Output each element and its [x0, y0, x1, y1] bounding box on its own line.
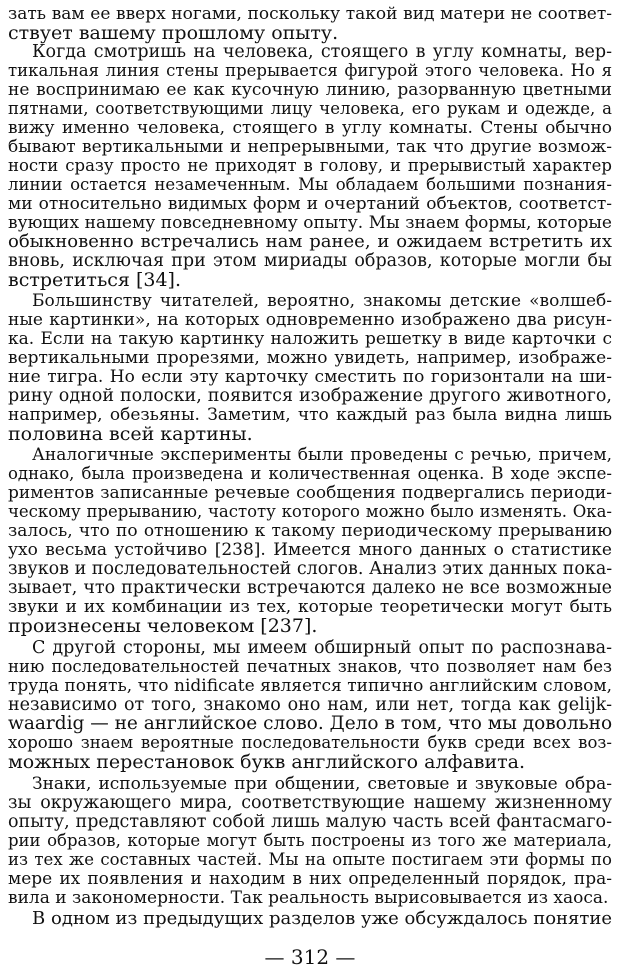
text-line: можных перестановок букв английского алфавита. — [8, 751, 525, 773]
text-line: однако, была произведена и количественная оценка. В ходе экспе- — [8, 464, 612, 483]
text-line: вила и закономерности. Так реальность вырисовывается из хаоса. — [8, 888, 609, 908]
text-line: Аналогичные эксперименты были проведены с речью, причем, — [32, 445, 612, 465]
text-line: зать вам ее вверх ногами, поскольку такой вид матери не соответ- — [8, 4, 612, 24]
text-line: произнесены человеком [237]. — [8, 615, 318, 637]
text-line: риментов записанные речевые сообщения подвергались периоди- — [8, 483, 612, 503]
text-line: ные картинки», на которых одновременно изображено два рисун- — [8, 310, 612, 330]
text-line: мере их появления и находим в них определенный порядок, пра- — [8, 869, 612, 889]
text-line: обыкновенно встречались нам ранее, и ожидаем встретить их — [8, 231, 612, 252]
text-line: waardig — не английское слово. Дело в том, что мы довольно — [8, 713, 613, 734]
text-line: вертикальными прорезями, можно увидеть, например, изображе- — [8, 348, 612, 368]
text-line: Знаки, используемые при общении, световые и звуковые обра- — [32, 774, 612, 794]
text-line: ухо весьма устойчиво [238]. Имеется много данных о статистике — [8, 540, 612, 560]
text-line: рии образов, которые могут быть построены из того же материала, — [8, 831, 612, 850]
text-line: например, обезьяны. Заметим, что каждый раз была видна лишь — [8, 405, 612, 425]
text-line: бывают вертикальными и непрерывными, так что другие возмож- — [8, 137, 612, 157]
text-line: зывает, что практически встречаются далеко не все возможные — [8, 578, 612, 598]
text-line: С другой стороны, мы имеем обширный опыт по распознава- — [32, 638, 612, 658]
text-line: половина всей картины. — [8, 423, 253, 445]
text-line: ми относительно видимых форм и очертаний объектов, соответст- — [8, 194, 612, 214]
text-line: ние тигра. Но если эту карточку сместить по горизонтали на ши- — [8, 367, 612, 387]
text-line: залось, что по отношению к такому периодическому прерыванию — [8, 521, 612, 541]
text-line: линии остается незамеченным. Мы обладаем большими познания- — [8, 175, 612, 194]
text-line: ствует вашему прошлому опыту. — [8, 22, 339, 44]
text-line: ка. Если на такую картинку наложить решетку в виде карточки с — [8, 329, 612, 349]
text-line: рину одной полоски, появится изображение другого животного, — [8, 386, 612, 406]
text-line: встретиться [34]. — [8, 269, 181, 291]
text-line: пятнами, соответствующими лицу человека, его рукам и одежде, а — [8, 99, 612, 118]
text-line: из тех же составных частей. Мы на опыте постигаем эти формы по — [8, 850, 612, 869]
text-line: вующих нашему повседневному опыту. Мы знаем формы, которые — [8, 213, 612, 233]
text-line: звуков и последовательностей слогов. Анализ этих данных пока- — [8, 559, 613, 579]
text-line: ности сразу просто не приходят в голову, и прерывистый характер — [8, 156, 612, 175]
text-line: вижу именно человека, стоящего в углу комнаты. Стены обычно — [8, 118, 612, 138]
text-line: тикальная линия стены прерывается фигурой этого человека. Но я — [8, 61, 612, 80]
text-line: зы окружающего мира, соответствующие нашему жизненному — [8, 793, 612, 813]
text-line: ческому прерыванию, частоту которого можно было изменять. Ока- — [8, 502, 612, 521]
text-line: нию последовательностей печатных знаков, что позволяет нам без — [8, 657, 612, 676]
text-line: Большинству читателей, вероятно, знакомы детские «волшеб- — [32, 291, 612, 311]
text-line: звуки и их комбинации из тех, которые теоретически могут быть — [8, 597, 612, 617]
text-line: независимо от того, знакомо оно нам, или нет, тогда как gelijk- — [8, 695, 612, 715]
text-line: хорошо знаем вероятные последовательности букв среди всех воз- — [8, 733, 612, 752]
text-line: труда понять, что nidificate является типично английским словом, — [8, 676, 612, 696]
page-number: — 312 — — [264, 945, 356, 969]
text-line: Когда смотришь на человека, стоящего в углу комнаты, вер- — [32, 42, 612, 62]
text-line: вновь, исключая при этом мириады образов, которые могли бы — [8, 251, 612, 271]
text-line: В одном из предыдущих разделов уже обсуждалось понятие — [32, 908, 612, 929]
text-line: не воспринимаю ее как кусочную линию, разорванную цветными — [8, 80, 612, 100]
text-line: опыту, представляют собой лишь малую часть всей фантасмаго- — [8, 812, 612, 832]
